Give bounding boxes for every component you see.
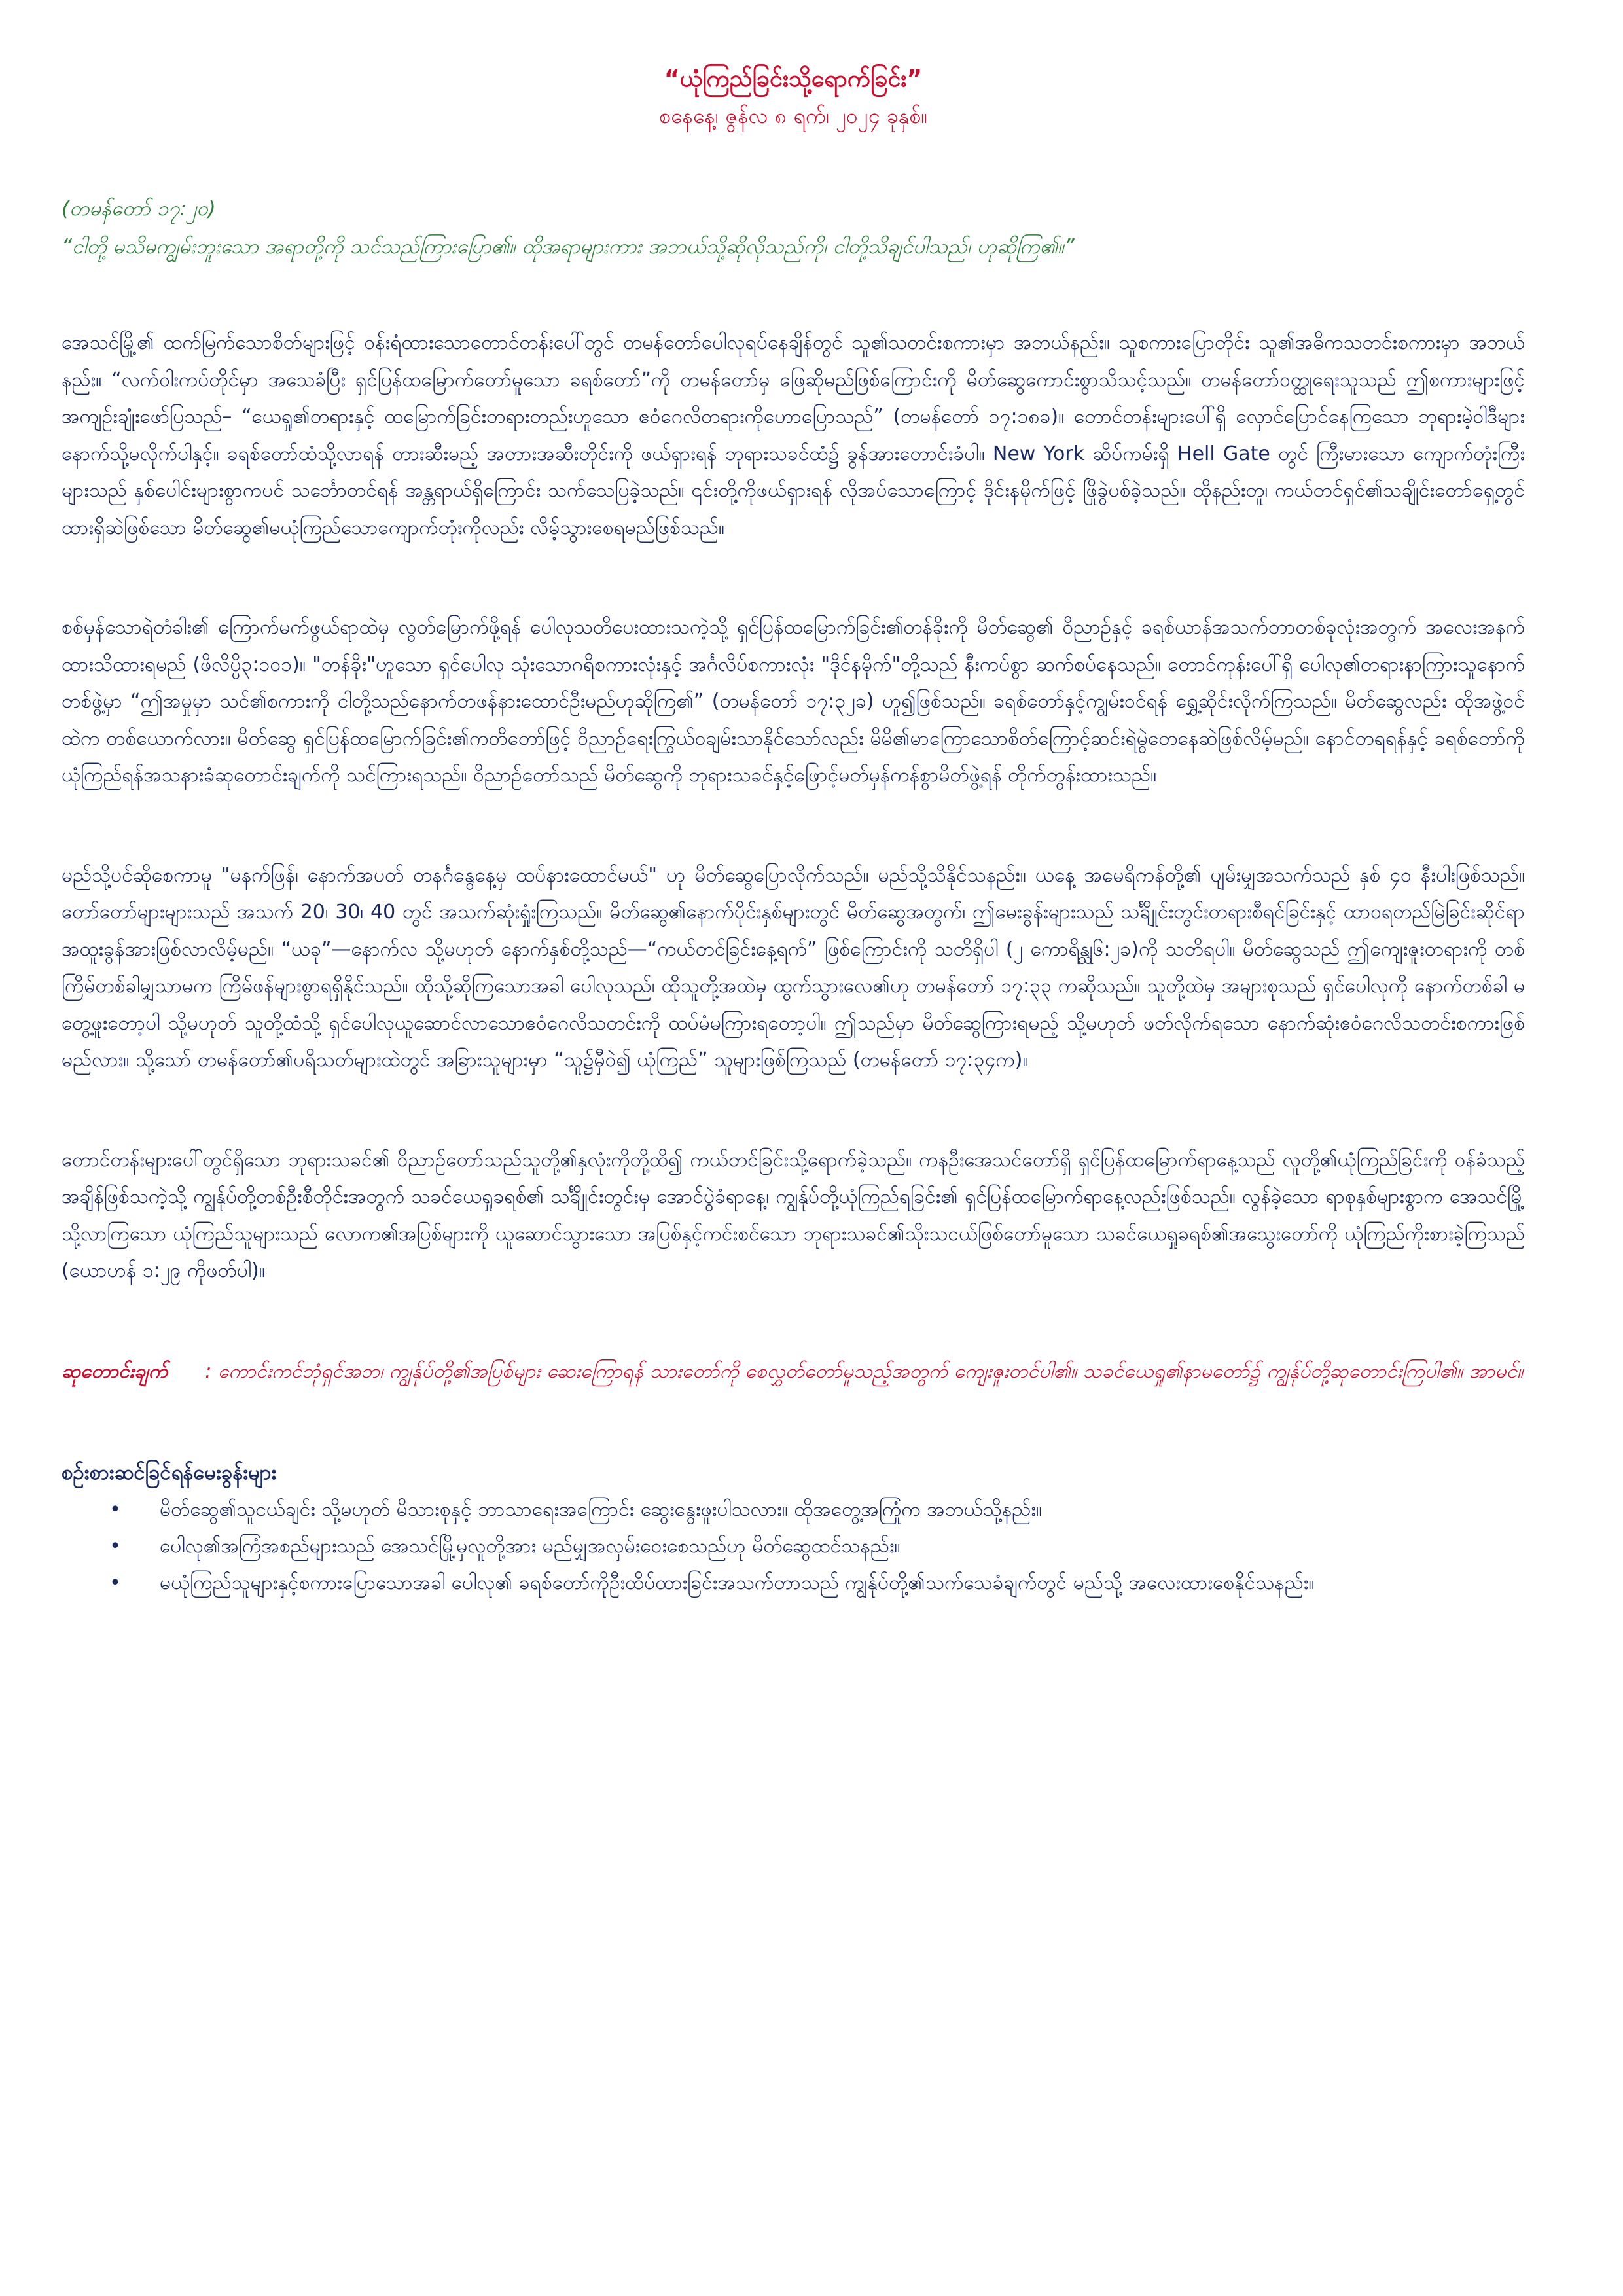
reflection-questions <box>62 1454 1525 1602</box>
page-header <box>62 60 1525 134</box>
question-text: ပေါလု၏အကြံအစည်များသည် အေသင်မြို့မှလူတို့အား မည်မျှအလှမ်းဝေးစေသည်ဟု မိတ်ဆွေထင်သနည်း။ <box>160 1534 901 1558</box>
list-item <box>102 1528 1525 1565</box>
body-paragraph: တောင်တန်းများပေါ်တွင်ရှိသော ဘုရားသခင်၏ ဝိညာဉ်တော်သည်သူတို့၏နှလုံးကိုတို့ထိ၍ ကယ်တင်ခြင်းသို့ရောက်ခဲ့သည်။ ကနဦးအေသင်တော်ရှိ ရှင်ပြန်ထမြောက်ရာနေ့သည် လူတို့၏ယုံကြည်ခြင်းကို ဝန်ခံသည့်အချိန်ဖြစ်သကဲ့သို့ ကျွန်ုပ်တို့တစ်ဦးစီတိုင်းအတွက် သခင်ယေရှုခရစ်၏ သင်္ချိုင်းတွင်းမှ အောင်ပွဲခံရာနေ့၊ ကျွန်ုပ်တို့ယုံကြည်ရခြင်း၏ ရှင်ပြန်ထမြောက်ရာနေ့လည်းဖြစ်သည်။ လွန်ခဲ့သော ရာစုနှစ်များစွာက အေသင်မြို့သို့လာကြသော ယုံကြည်သူများသည် လောက၏အပြစ်များကို ယူဆောင်သွားသော အပြစ်နှင့်ကင်းစင်သော ဘုရားသခင်၏သိုးသငယ်ဖြစ်တော်မူသော သခင်ယေရှုခရစ်၏အသွေးတော်ကို ယုံကြည်ကိုးစားခဲ့ကြသည် (ယောဟန် ၁:၂၉ ကိုဖတ်ပါ)။ <box>62 1148 1525 1282</box>
prayer-block <box>62 1353 1525 1391</box>
question-text: မယုံကြည်သူများနှင့်စကားပြောသောအခါ ပေါလု၏ ခရစ်တော်ကိုဦးထိပ်ထားခြင်းအသက်တာသည် ကျွန်ုပ်တို့၏သက်သေခံချက်တွင် မည်သို့ အလေးထားစေနိုင်သနည်း။ <box>160 1571 1315 1594</box>
body-paragraph: အေသင်မြို့၏ ထက်မြက်သောစိတ်များဖြင့် ဝန်းရံထားသောတောင်တန်းပေါ်တွင် တမန်တော်ပေါလုရပ်နေချိန်တွင် သူ၏သတင်းစကားမှာ အဘယ်နည်း။ သူစကားပြောတိုင်း သူ၏အဓိကသတင်းစကားမှာ အဘယ်နည်း။ “လက်ဝါးကပ်တိုင်မှာ အသေခံပြီး ရှင်ပြန်ထမြောက်တော်မူသော ခရစ်တော်”ကို တမန်တော်မှ ဖြေဆိုမည်ဖြစ်ကြောင်းကို မိတ်ဆွေကောင်းစွာသိသင့်သည်။ တမန်တော်ဝတ္ထုရေးသူသည် ဤစကားများဖြင့် အကျဉ်းချုံးဖော်ပြသည်– “ယေရှု၏တရားနှင့် ထမြောက်ခြင်းတရားတည်းဟူသော ဧဝံဂေလိတရားကိုဟောပြောသည်” (တမန်တော် ၁၇:၁၈ခ)။ တောင်တန်းများပေါ်ရှိ လှောင်ပြောင်နေကြသော ဘုရားမဲ့ဝါဒီများနောက်သို့မလိုက်ပါနှင့်။ ခရစ်တော်ထံသို့လာရန် တားဆီးမည့် အတားအဆီးတိုင်းကို ဖယ်ရှားရန် ဘုရားသခင်ထံ၌ ခွန်အားတောင်းခံပါ။ New York ဆိပ်ကမ်းရှိ Hell Gate တွင် ကြီးမားသော ကျောက်တုံးကြီးများသည် နှစ်ပေါင်းများစွာကပင် သင်္ဘောတင်ရန် အန္တရာယ်ရှိကြောင်း သက်သေပြခဲ့သည်။ ၎င်းတို့ကိုဖယ်ရှားရန် လိုအပ်သောကြောင့် ဒိုင်းနမိုက်ဖြင့် ဖြိုခွဲပစ်ခဲ့သည်။ ထိုနည်းတူ၊ ကယ်တင်ရှင်၏သချိုင်းတော်ရှေ့တွင် ထားရှိဆဲဖြစ်သော မိတ်ဆွေ၏မယုံကြည်သောကျောက်တုံးကိုလည်း လိမ့်သွားစေရမည်ဖြစ်သည်။ <box>62 331 1525 539</box>
bullet-icon: • <box>109 1534 121 1558</box>
list-item <box>102 1492 1525 1528</box>
prayer-label: ဆုတောင်းချက် <box>62 1359 168 1383</box>
page-title: “ယုံကြည်ခြင်းသို့ရောက်ခြင်း” <box>664 65 923 92</box>
bullet-icon: • <box>109 1498 121 1521</box>
verse-reference: (တမန်တော် ၁၇:၂၀) <box>62 197 216 221</box>
question-text: မိတ်ဆွေ၏သူငယ်ချင်း သို့မဟုတ် မိသားစုနှင့် ဘာသာရေးအကြောင်း ဆွေးနွေးဖူးပါသလား။ ထိုအတွေ့အကြုံက အဘယ်သို့နည်း။ <box>160 1498 1043 1521</box>
body-paragraph: မည်သို့ပင်ဆိုစေကာမူ "မနက်ဖြန်၊ နောက်အပတ် တနင်္ဂနွေနေ့မှ ထပ်နားထောင်မယ်" ဟု မိတ်ဆွေပြောလိုက်သည်။ မည်သို့သိနိုင်သနည်း။ ယနေ့ အမေရိကန်တို့၏ ပျမ်းမျှအသက်သည် နှစ် ၄၀ နီးပါးဖြစ်သည်။ တော်တော်များများသည် အသက် 20၊ 30၊ 40 တွင် အသက်ဆုံးရှုံးကြသည်။ မိတ်ဆွေ၏နောက်ပိုင်းနှစ်များတွင် မိတ်ဆွေအတွက်၊ ဤမေးခွန်းများသည် သင်္ချိုင်းတွင်းတရားစီရင်ခြင်းနှင့် ထာဝရတည်မြဲခြင်းဆိုင်ရာ အထူးခွန်အားဖြစ်လာလိမ့်မည်။ “ယခု”—နောက်လ သို့မဟုတ် နောက်နှစ်တို့သည်—“ကယ်တင်ခြင်းနေ့ရက်” ဖြစ်ကြောင်းကို သတိရှိပါ (၂ ကောရိန္သု၆:၂ခ)ကို သတိရပါ။ မိတ်ဆွေသည် ဤကျေးဇူးတရားကို တစ်ကြိမ်တစ်ခါမျှသာမက ကြိမ်ဖန်များစွာရရှိနိုင်သည်။ ထိုသို့ဆိုကြသောအခါ ပေါလုသည်၊ ထိုသူတို့အထဲမှ ထွက်သွားလေ၏ဟု တမန်တော် ၁၇:၃၃ ကဆိုသည်။ သူတို့ထဲမှ အများစုသည် ရှင်ပေါလုကို နောက်တစ်ခါ မတွေ့ဖူးတော့ပါ သို့မဟုတ် သူတို့ထံသို့ ရှင်ပေါလုယူဆောင်လာသောဧဝံဂေလိသတင်းကို ထပ်မံမကြားရတော့ပါ။ ဤသည်မှာ မိတ်ဆွေကြားရမည့် သို့မဟုတ် ဖတ်လိုက်ရသော နောက်ဆုံးဧဝံဂေလိသတင်းစကားဖြစ်မည်လား။ သို့သော် တမန်တော်၏ပရိသတ်များထဲတွင် အခြားသူများမှာ “သူ၌မှီဝဲ၍ ယုံကြည်” သူများဖြစ်ကြသည် (တမန်တော် ၁၇:၃၄က)။ <box>62 863 1525 1071</box>
scripture-verse <box>62 190 1525 266</box>
prayer-text: ကောင်းကင်ဘုံရှင်အဘ၊ ကျွန်ုပ်တို့၏အပြစ်များ ဆေးကြောရန် သားတော်ကို စေလွှတ်တော်မူသည့်အတွက် ကျေးဇူးတင်ပါ၏။ သခင်ယေရှု၏နာမတော်၌ ကျွန်ုပ်တို့ဆုတောင်းကြပါ၏။ အာမင်။ <box>217 1359 1524 1383</box>
body-paragraph: စစ်မှန်သောရဲတံခါး၏ ကြောက်မက်ဖွယ်ရာထဲမှ လွတ်မြောက်ဖို့ရန် ပေါလုသတိပေးထားသကဲ့သို့ ရှင်ပြန်ထမြောက်ခြင်း၏တန်ခိုးကို မိတ်ဆွေ၏ ဝိညာဉ်နှင့် ခရစ်ယာန်အသက်တာတစ်ခုလုံးအတွက် အလေးအနက်ထားသိထားရမည် (ဖိလိပ္ပိ၃:၁၀၁)။ "တန်ခိုး"ဟူသော ရှင်ပေါလု သုံးသောဂရိစကားလုံးနှင့် အင်္ဂလိပ်စကားလုံး "ဒိုင်နမိုက်"တို့သည် နီးကပ်စွာ ဆက်စပ်နေသည်။ တောင်ကုန်းပေါ်ရှိ ပေါလု၏တရားနာကြားသူနောက်တစ်ဖွဲ့မှာ “ဤအမှုမှာ သင်၏စကားကို ငါတို့သည်နောက်တဖန်နားထောင်ဦးမည်ဟုဆိုကြ၏” (တမန်တော် ၁၇:၃၂ခ) ဟူ၍ဖြစ်သည်။ ခရစ်တော်နှင့်ကျွမ်းဝင်ရန် ရွှေ့ဆိုင်းလိုက်ကြသည်။ မိတ်ဆွေလည်း ထိုအဖွဲ့ဝင်ထဲက တစ်ယောက်လား။ မိတ်ဆွေ ရှင်ပြန်ထမြောက်ခြင်း၏ကတိတော်ဖြင့် ဝိညာဉ်ရေးကြွယ်ဝချမ်းသာနိုင်သော်လည်း မိမိ၏မာကြောသောစိတ်ကြောင့်ဆင်းရဲမွဲတေနေဆဲဖြစ်လိမ့်မည်။ နောင်တရရန်နှင့် ခရစ်တော်ကို ယုံကြည်ရန်အသနားခံဆုတောင်းချက်ကို သင်ကြားရသည်။ ဝိညာဉ်တော်သည် မိတ်ဆွေကို ဘုရားသခင်နှင့်ဖြောင့်မတ်မှန်ကန်စွာမိတ်ဖွဲ့ရန် တိုက်တွန်းထားသည်။ <box>62 616 1525 787</box>
list-item <box>102 1565 1525 1602</box>
questions-list <box>62 1492 1525 1602</box>
verse-text: “ငါတို့ မသိမကျွမ်းဘူးသော အရာတို့ကို သင်သည်ကြားပြော၏။ ထိုအရာများကား အဘယ်သို့ဆိုလိုသည်ကို၊ ငါတို့သိချင်ပါသည်၊ ဟုဆိုကြ၏။” <box>62 235 1075 259</box>
prayer-separator: : <box>205 1359 212 1383</box>
bullet-icon: • <box>109 1571 121 1594</box>
page-dateline: စနေနေ့၊ ဇွန်လ ၈ ရက်၊ ၂၀၂၄ ခုနှစ်။ <box>658 103 928 128</box>
questions-heading: စဉ်းစားဆင်ခြင်ရန်မေးခွန်းများ <box>62 1460 277 1484</box>
